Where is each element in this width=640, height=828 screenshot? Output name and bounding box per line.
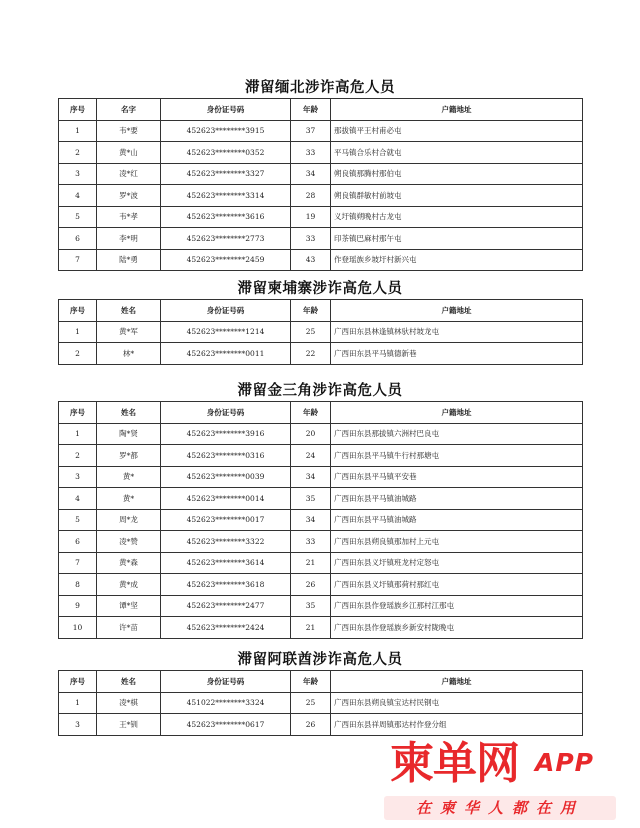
section-1: [58, 78, 582, 271]
column-header: 姓名: [97, 671, 161, 693]
table-row: [59, 692, 583, 714]
watermark: [380, 736, 640, 828]
row-index: 1: [59, 321, 97, 343]
personnel-table: [58, 98, 583, 271]
id-number: 452623********3614: [161, 552, 291, 574]
column-header: 身份证号码: [161, 99, 291, 121]
row-index: 1: [59, 423, 97, 445]
registered-address: 广西田东县林逢镇林驮村坡龙屯: [331, 321, 583, 343]
row-index: 5: [59, 206, 97, 228]
person-name: 凌*棋: [97, 692, 161, 714]
table-row: [59, 714, 583, 736]
table-header-row: [59, 402, 583, 424]
row-index: 1: [59, 692, 97, 714]
row-index: 3: [59, 714, 97, 736]
column-header: 序号: [59, 99, 97, 121]
watermark-slogan: 在柬华人都在用: [384, 796, 616, 820]
person-name: 王*钏: [97, 714, 161, 736]
section-title: 滞留柬埔寨涉诈高危人员: [237, 281, 403, 297]
column-header: 身份证号码: [161, 671, 291, 693]
watermark-logo: 柬单网: [390, 738, 519, 789]
watermark-app-label: APP: [535, 748, 594, 777]
column-header: 序号: [59, 671, 97, 693]
row-index: 3: [59, 163, 97, 185]
column-header: 户籍地址: [331, 671, 583, 693]
section-title: 滞留金三角涉诈高危人员: [237, 383, 403, 399]
person-name: 罗*波: [97, 185, 161, 207]
id-number: 452623********0017: [161, 509, 291, 531]
table-header-row: [59, 99, 583, 121]
person-name: 李*明: [97, 228, 161, 250]
id-number: 452623********3327: [161, 163, 291, 185]
registered-address: 广西田东县平马镇油城路: [331, 509, 583, 531]
table-row: [59, 249, 583, 271]
row-index: 8: [59, 574, 97, 596]
column-header: 年龄: [291, 671, 331, 693]
id-number: 452623********0352: [161, 142, 291, 164]
age: 26: [291, 574, 331, 596]
row-index: 1: [59, 120, 97, 142]
table-row: [59, 552, 583, 574]
table-row: [59, 509, 583, 531]
row-index: 10: [59, 617, 97, 639]
registered-address: 广西田东县义圩镇那荷村那红屯: [331, 574, 583, 596]
registered-address: 广西田东县作登瑶族乡新安村陇晚屯: [331, 617, 583, 639]
registered-address: 广西田东县祥周镇那达村作登分组: [331, 714, 583, 736]
section-title: 滞留缅北涉诈高危人员: [245, 80, 395, 96]
column-header: 姓名: [97, 300, 161, 322]
section-2: [58, 279, 582, 365]
person-name: 凌*红: [97, 163, 161, 185]
row-index: 6: [59, 228, 97, 250]
person-name: 罗*都: [97, 445, 161, 467]
age: 34: [291, 509, 331, 531]
id-number: 452623********2424: [161, 617, 291, 639]
id-number: 452623********3314: [161, 185, 291, 207]
row-index: 2: [59, 445, 97, 467]
table-row: [59, 142, 583, 164]
section-4: [58, 650, 582, 736]
id-number: 452623********3618: [161, 574, 291, 596]
age: 24: [291, 445, 331, 467]
person-name: 谭*坚: [97, 595, 161, 617]
person-name: 黄*山: [97, 142, 161, 164]
id-number: 452623********3322: [161, 531, 291, 553]
column-header: 序号: [59, 300, 97, 322]
person-name: 林*: [97, 343, 161, 365]
personnel-table: [58, 670, 583, 736]
table-row: [59, 445, 583, 467]
table-row: [59, 185, 583, 207]
id-number: 452623********0617: [161, 714, 291, 736]
id-number: 452623********3616: [161, 206, 291, 228]
section-title: 滞留阿联酋涉诈高危人员: [237, 652, 403, 668]
id-number: 452623********0316: [161, 445, 291, 467]
person-name: 陆*勇: [97, 249, 161, 271]
age: 33: [291, 142, 331, 164]
age: 33: [291, 228, 331, 250]
table-row: [59, 617, 583, 639]
person-name: 黄*: [97, 466, 161, 488]
column-header: 姓名: [97, 402, 161, 424]
registered-address: 义圩镇朔晚村古龙屯: [331, 206, 583, 228]
person-name: 黄*: [97, 488, 161, 510]
table-row: [59, 163, 583, 185]
column-header: 身份证号码: [161, 300, 291, 322]
id-number: 452623********2773: [161, 228, 291, 250]
row-index: 4: [59, 185, 97, 207]
section-3: [58, 381, 582, 639]
person-name: 韦*孝: [97, 206, 161, 228]
registered-address: 广西田东县平马镇德新巷: [331, 343, 583, 365]
age: 21: [291, 552, 331, 574]
personnel-table: [58, 401, 583, 639]
person-name: 凌*赞: [97, 531, 161, 553]
row-index: 3: [59, 466, 97, 488]
age: 35: [291, 595, 331, 617]
registered-address: 朔良镇那腾村那伯屯: [331, 163, 583, 185]
table-row: [59, 574, 583, 596]
column-header: 年龄: [291, 402, 331, 424]
table-row: [59, 228, 583, 250]
table-row: [59, 343, 583, 365]
column-header: 户籍地址: [331, 300, 583, 322]
id-number: 452623********0011: [161, 343, 291, 365]
age: 26: [291, 714, 331, 736]
registered-address: 广西田东县那拔镇六洲村巴良屯: [331, 423, 583, 445]
table-row: [59, 120, 583, 142]
age: 34: [291, 163, 331, 185]
id-number: 451022********3324: [161, 692, 291, 714]
registered-address: 印茶镇巴麻村那午屯: [331, 228, 583, 250]
registered-address: 那拔镇平王村甫必屯: [331, 120, 583, 142]
column-header: 身份证号码: [161, 402, 291, 424]
age: 28: [291, 185, 331, 207]
id-number: 452623********1214: [161, 321, 291, 343]
age: 25: [291, 321, 331, 343]
id-number: 452623********0014: [161, 488, 291, 510]
column-header: 户籍地址: [331, 402, 583, 424]
age: 37: [291, 120, 331, 142]
table-row: [59, 488, 583, 510]
person-name: 韦*要: [97, 120, 161, 142]
column-header: 户籍地址: [331, 99, 583, 121]
registered-address: 广西田东县作登瑶族乡江那村江那屯: [331, 595, 583, 617]
column-header: 年龄: [291, 99, 331, 121]
table-row: [59, 423, 583, 445]
registered-address: 广西田东县朔良镇那加村上元屯: [331, 531, 583, 553]
row-index: 2: [59, 142, 97, 164]
row-index: 5: [59, 509, 97, 531]
id-number: 452623********3915: [161, 120, 291, 142]
age: 34: [291, 466, 331, 488]
registered-address: 作登瑶族乡坡圩村新兴屯: [331, 249, 583, 271]
person-name: 黄*成: [97, 574, 161, 596]
id-number: 452623********3916: [161, 423, 291, 445]
registered-address: 广西田东县义圩镇班龙村定怒屯: [331, 552, 583, 574]
personnel-table: [58, 299, 583, 365]
column-header: 序号: [59, 402, 97, 424]
table-row: [59, 206, 583, 228]
age: 43: [291, 249, 331, 271]
registered-address: 广西田东县朔良镇宝达村民钢屯: [331, 692, 583, 714]
row-index: 9: [59, 595, 97, 617]
id-number: 452623********2459: [161, 249, 291, 271]
person-name: 周*龙: [97, 509, 161, 531]
person-name: 黄*军: [97, 321, 161, 343]
age: 21: [291, 617, 331, 639]
registered-address: 朔良镇群敏村前坡屯: [331, 185, 583, 207]
age: 25: [291, 692, 331, 714]
table-row: [59, 531, 583, 553]
table-header-row: [59, 671, 583, 693]
table-row: [59, 595, 583, 617]
age: 35: [291, 488, 331, 510]
row-index: 7: [59, 552, 97, 574]
row-index: 2: [59, 343, 97, 365]
person-name: 许*苗: [97, 617, 161, 639]
age: 20: [291, 423, 331, 445]
table-row: [59, 466, 583, 488]
registered-address: 广西田东县平马镇平安巷: [331, 466, 583, 488]
age: 33: [291, 531, 331, 553]
age: 19: [291, 206, 331, 228]
id-number: 452623********0039: [161, 466, 291, 488]
column-header: 名字: [97, 99, 161, 121]
registered-address: 广西田东县平马镇牛行村那塘屯: [331, 445, 583, 467]
row-index: 7: [59, 249, 97, 271]
column-header: 年龄: [291, 300, 331, 322]
person-name: 黄*森: [97, 552, 161, 574]
row-index: 4: [59, 488, 97, 510]
registered-address: 平马镇合乐村合就屯: [331, 142, 583, 164]
registered-address: 广西田东县平马镇油城路: [331, 488, 583, 510]
table-header-row: [59, 300, 583, 322]
age: 22: [291, 343, 331, 365]
table-row: [59, 321, 583, 343]
person-name: 陶*贤: [97, 423, 161, 445]
row-index: 6: [59, 531, 97, 553]
id-number: 452623********2477: [161, 595, 291, 617]
